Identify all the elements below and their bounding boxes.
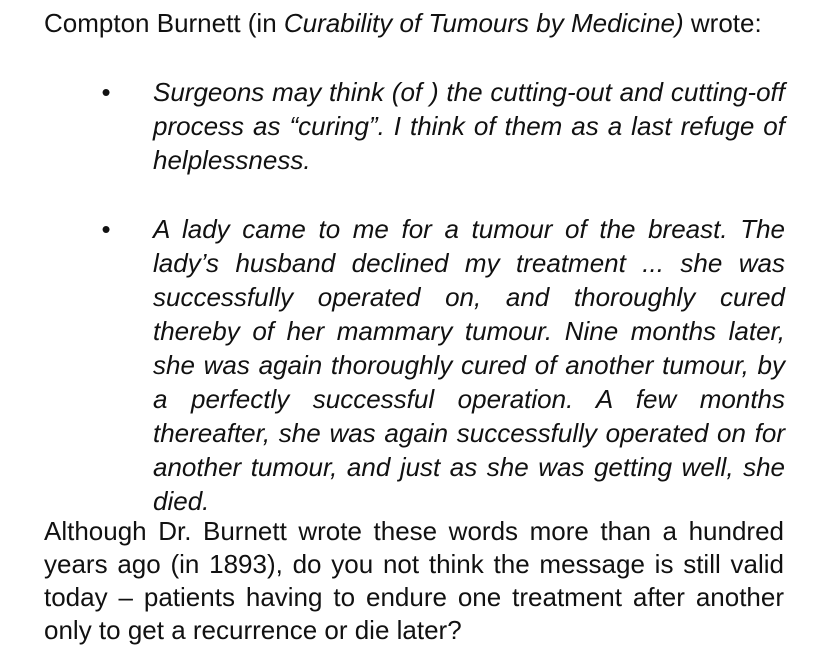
closing-paragraph: Although Dr. Burnett wrote these words more than a hundred years ago (in 1893), do you not think the message is still valid today – patients having to endure one treatment after another only to get a recurrence or die later? — [44, 516, 784, 645]
quote-list — [0, 75, 819, 518]
intro-prefix: Compton Burnett (in — [44, 8, 284, 38]
intro-paragraph — [44, 6, 794, 40]
bullet-icon: • — [101, 77, 111, 107]
bullet-icon: • — [101, 214, 111, 244]
quote-item — [0, 212, 819, 518]
quote-item — [0, 75, 819, 177]
book-title: Curability of Tumours by Medicine) — [283, 8, 684, 38]
intro-suffix: wrote: — [683, 8, 762, 38]
quote-text: A lady came to me for a tumour of the breast. The lady’s husband declined my treatment ... she was successfully operated on, and thoroughly cured thereby of her mammary tumour. Nine months later, she was again thoroughly cured of another tumour, by a perfectly successful operation. A few months thereafter, she was again successfully operated on for another tumour, and just as she was getting well, she died. — [153, 214, 785, 516]
quote-text: Surgeons may think (of ) the cutting-out and cutting-off process as “curing”. I think of them as a last refuge of helplessness. — [153, 77, 785, 175]
